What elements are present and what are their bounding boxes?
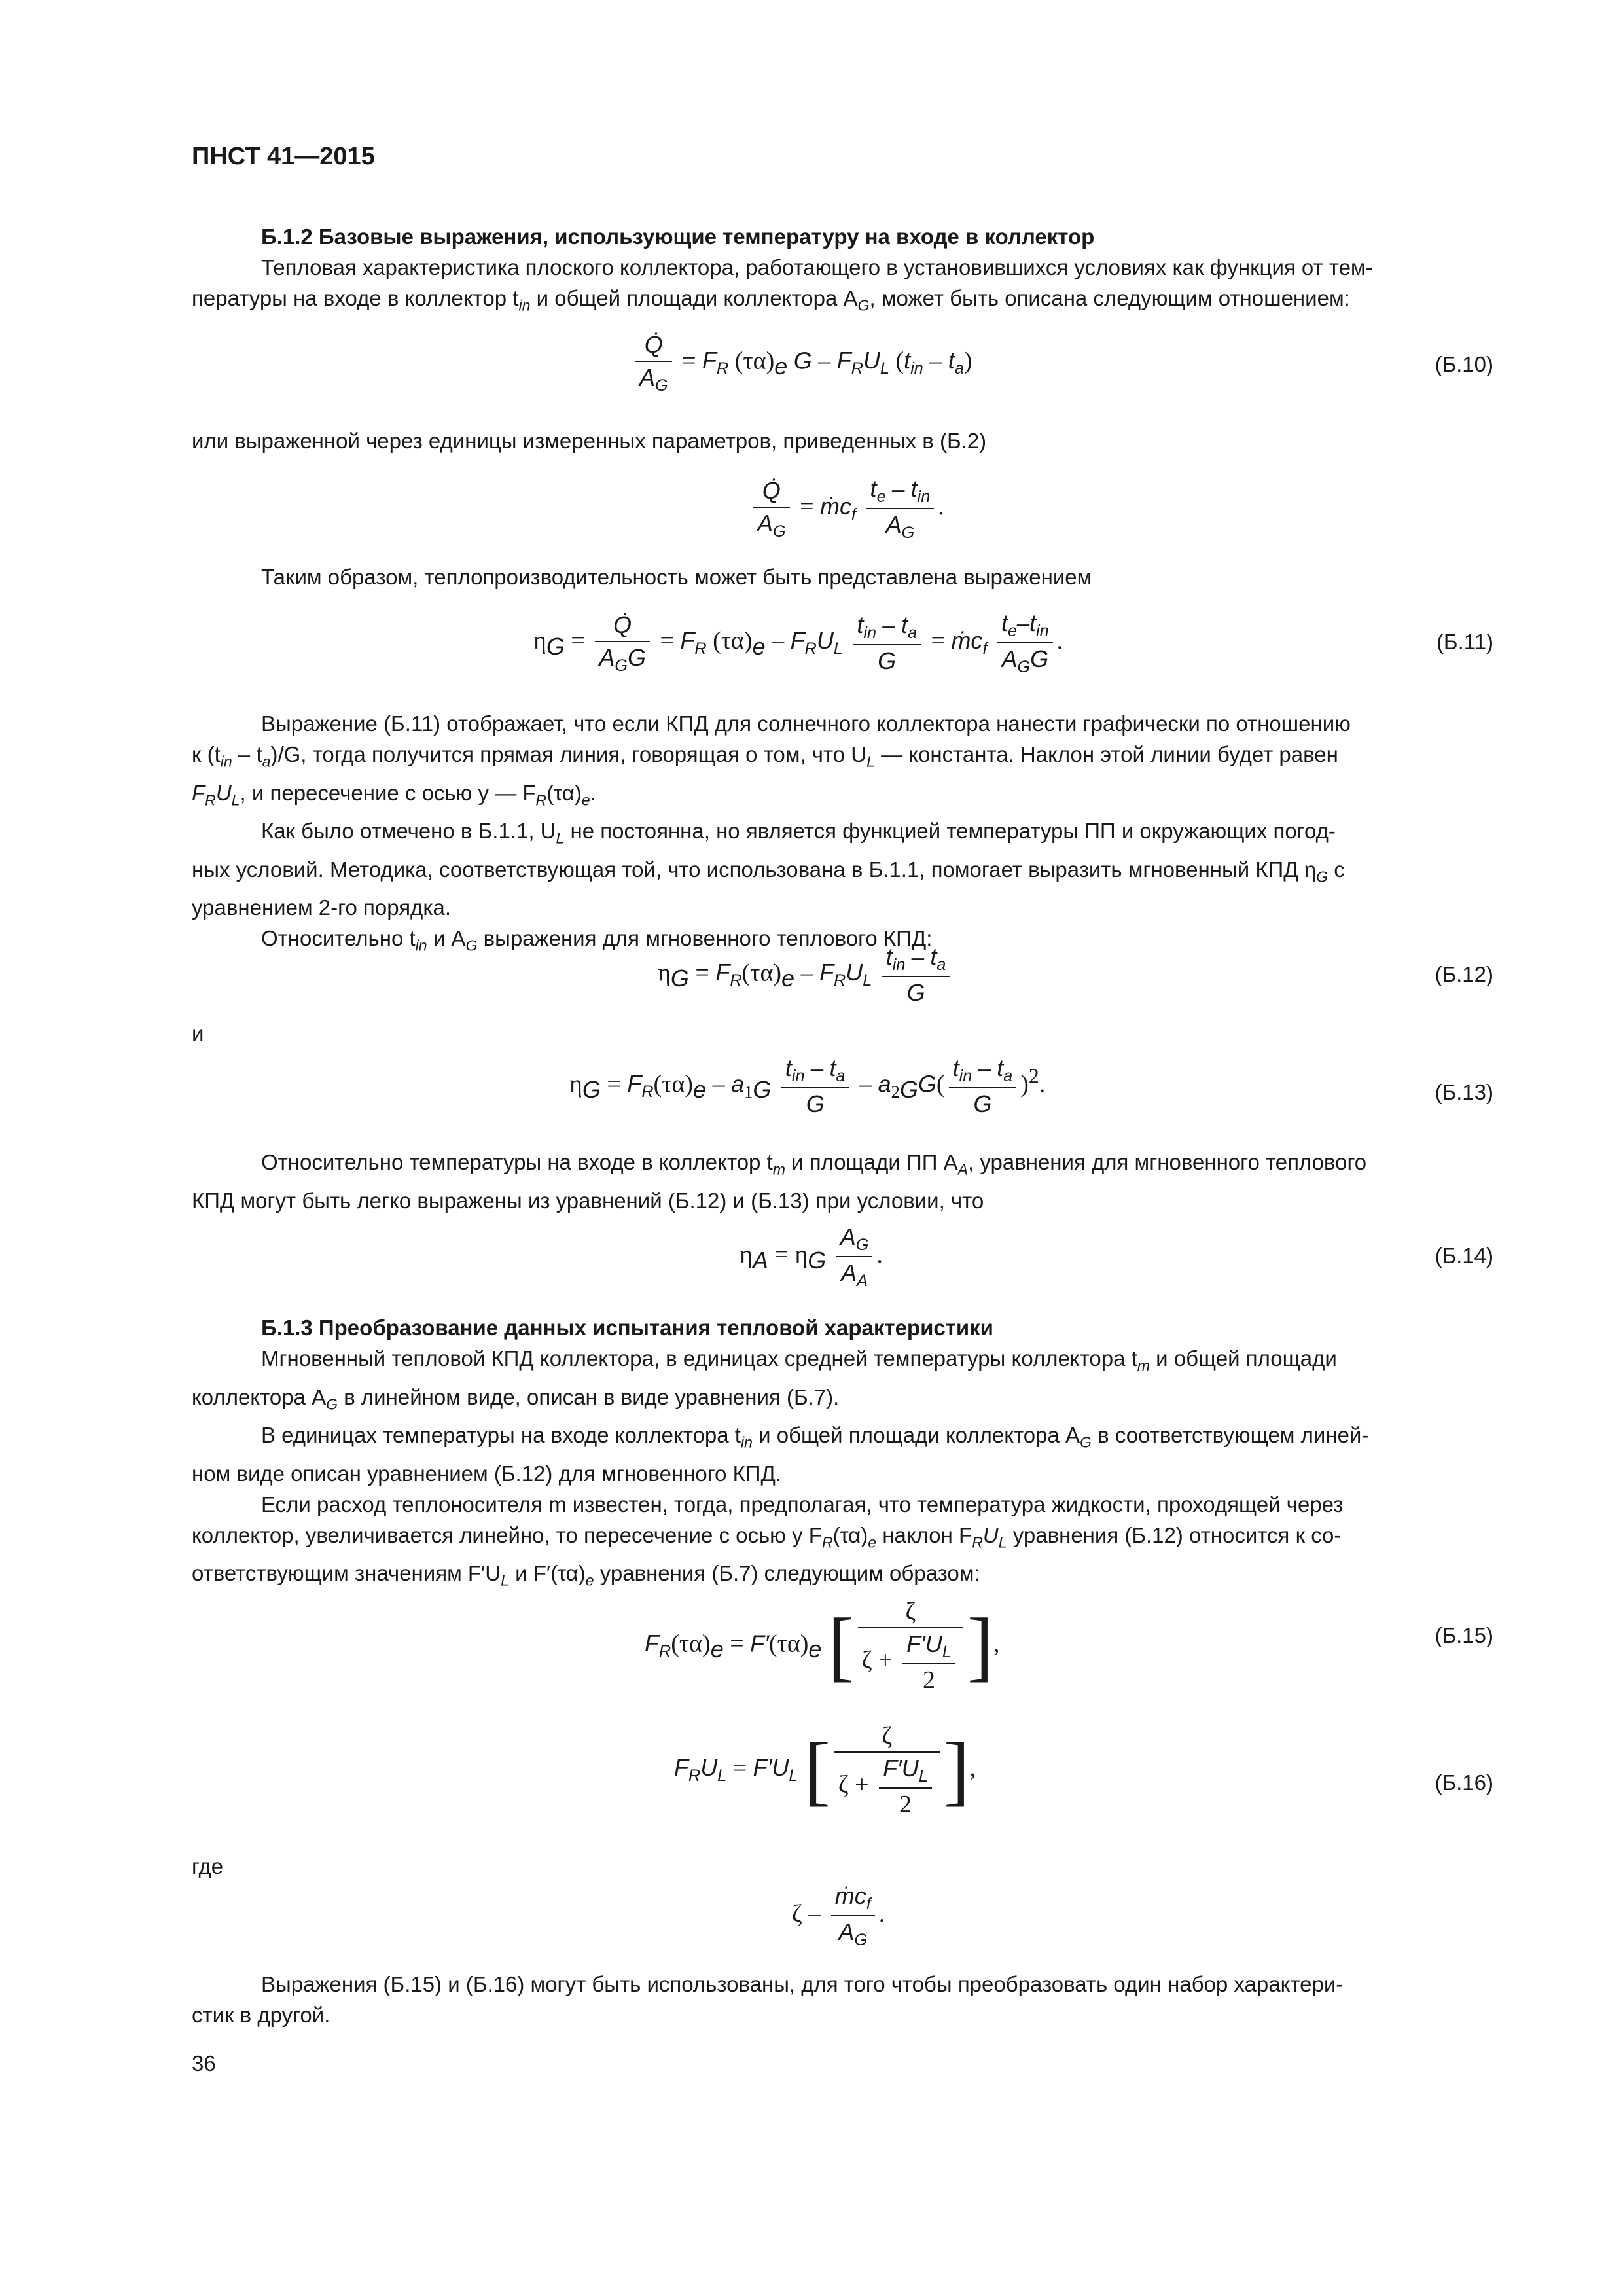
paragraph	[192, 1969, 1494, 2030]
paragraph	[192, 1382, 1494, 1420]
formula-b14: $\eta_A = \eta_G$ $\frac{A_G}{A_A}$ .	[740, 1223, 883, 1291]
text: Относительно температуры на входе в коллектор t	[261, 1150, 773, 1174]
equation-number: (Б.11)	[1436, 630, 1493, 654]
subscript: a	[262, 753, 271, 770]
text: Выражение (Б.11) отображает, что если КПД для солнечного коллектора нанести графически по отношению	[261, 711, 1351, 736]
equation-number: (Б.12)	[1435, 962, 1493, 986]
formula-b13: $\eta_G = F_R(\tau\alpha)_e - a_{1G}$ $\frac{t_{in} - t_a}{G}$ – $a_{2G}G$( $\frac{t_{in} - t_a}{G}$ )$^2$.	[569, 1054, 1046, 1118]
subscript: e	[585, 1571, 594, 1589]
paragraph	[192, 562, 1494, 592]
equation-number: (Б.14)	[1435, 1244, 1493, 1268]
subscript: e	[581, 791, 590, 809]
text: выражения для мгновенного теплового КПД:	[477, 926, 933, 951]
subscript: R	[972, 1534, 983, 1551]
subscript: in	[220, 753, 232, 770]
text: )/G, тогда получится прямая линия, говорящая о том, что U	[270, 742, 867, 766]
text: Как было отмечено в Б.1.1, U	[261, 819, 556, 844]
text: уравнения (Б.7) следующим образом:	[594, 1561, 980, 1586]
subscript: m	[772, 1160, 785, 1178]
text: коллектор, увеличивается линейно, то пересечение с осью y F	[192, 1522, 822, 1547]
paragraph	[192, 425, 1494, 456]
equation-number: (Б.15)	[1435, 1623, 1493, 1647]
text: , уравнения для мгновенного теплового	[968, 1150, 1367, 1174]
text: не постоянна, но является функцией температуры ПП и окружающих погод-	[564, 819, 1336, 844]
formula-b10: $\frac{Q̇}{A_G}$ = $F_R$ $(\tau\alpha)_e$ G – $F_RU_L$ $(t_{in} - t_a)$	[632, 331, 972, 395]
subscript: G	[857, 296, 870, 314]
equation-number: (Б.13)	[1435, 1080, 1493, 1104]
paragraph	[192, 252, 1494, 283]
text: наклон F	[876, 1522, 972, 1547]
text: ном виде описан уравнением (Б.12) для мгновенного КПД.	[192, 1461, 782, 1486]
formula-zeta: ζ – $\frac{ṁc_f}{A_G}$ .	[792, 1882, 885, 1950]
page-header: ПНСТ 41—2015	[192, 143, 375, 170]
section-title-b13: Б.1.3 Преобразование данных испытания тепловой характеристики	[261, 1316, 993, 1340]
text: где	[192, 1854, 224, 1878]
formula-b11: $\eta_G$ = $\frac{Q̇}{A_GG}$ = $F_R$ $(\tau\alpha)_e - F_RU_L$ $\frac{t_{in} - t_a}{G}$ = ṁc$_f$ $\frac{t_e-t_{in}}{A_GG}$ .	[533, 609, 1063, 677]
paragraph	[192, 1147, 1494, 1185]
text: уравнения (Б.12) относится к со-	[1007, 1522, 1342, 1547]
subscript: R	[535, 791, 547, 809]
text: в соответствующем линей-	[1092, 1423, 1369, 1448]
text: F	[192, 780, 205, 805]
section-title-b12: Б.1.2 Базовые выражения, использующие температуру на входе в коллектор	[261, 224, 1095, 249]
text: пературы на входе в коллектор t	[192, 286, 519, 310]
paragraph	[192, 1851, 1494, 1882]
paragraph	[192, 1147, 1494, 1216]
subscript: R	[205, 791, 216, 809]
text: и F′(τα)	[508, 1561, 586, 1586]
text: стик в другой.	[192, 2003, 330, 2027]
section-body	[192, 708, 1494, 961]
subscript: m	[1137, 1357, 1150, 1374]
text: и площади ПП A	[785, 1150, 958, 1174]
paragraph	[192, 816, 1494, 854]
paragraph	[192, 1420, 1494, 1458]
subscript: in	[518, 296, 531, 314]
subscript: e	[868, 1534, 877, 1551]
text: к (t	[192, 742, 221, 766]
subscript: R	[821, 1534, 833, 1551]
paragraph	[192, 1343, 1494, 1382]
formula-b16: $F_RU_L = F'U_L$ [ ζ ζ + $\frac{F'U_L}{2}$ ],	[674, 1722, 976, 1819]
text: Если расход теплоносителя m известен, тогда, предполагая, что температура жидкости, проходящей через	[261, 1492, 1344, 1516]
subscript: L	[231, 791, 240, 809]
text: с	[1328, 857, 1345, 882]
text: в линейном виде, описан в виде уравнения (Б.7).	[338, 1384, 840, 1409]
page-number: 36	[192, 2051, 216, 2075]
text: и общей площади коллектора A	[530, 286, 858, 310]
text: и	[192, 1021, 204, 1045]
formula-b12: $\eta_G = F_R(\tau\alpha)_e - F_RU_L$ $\frac{t_{in} - t_a}{G}$	[658, 942, 954, 1007]
text: U	[215, 780, 232, 805]
subscript: L	[998, 1534, 1007, 1551]
subscript: L	[501, 1571, 509, 1589]
equation-number: (Б.10)	[1435, 352, 1493, 376]
subscript: L	[556, 829, 565, 847]
text: , и пересечение с осью y — F	[240, 780, 536, 805]
text: Мгновенный тепловой КПД коллектора, в единицах средней температуры коллектора t	[261, 1346, 1137, 1371]
text: , может быть описана следующим отношением:	[869, 286, 1350, 310]
formula-b2-units: $\frac{Q̇}{A_G}$ = ṁc$_f$ $\frac{t_e - t_{in}}{A_G}$ .	[749, 475, 944, 543]
subscript: G	[465, 937, 478, 954]
subscript: G	[1316, 868, 1329, 886]
text: U	[982, 1522, 999, 1547]
text: Выражения (Б.15) и (Б.16) могут быть использованы, для того чтобы преобразовать один набор характери-	[261, 1972, 1344, 1996]
text: (τα)	[546, 780, 582, 805]
paragraph	[192, 1520, 1494, 1558]
subscript: G	[326, 1395, 338, 1413]
paragraph	[192, 739, 1494, 778]
subscript: G	[1080, 1433, 1092, 1451]
formula-b15: $F_R(\tau\alpha)_e = F'(\tau\alpha)_e$ [ ζ ζ + $\frac{F'U_L}{2}$ ],	[645, 1598, 1000, 1695]
section-b12	[192, 221, 1494, 321]
text: В единицах температуры на входе коллектора t	[261, 1423, 741, 1448]
text: уравнением 2-го порядка.	[192, 895, 451, 920]
equation-number: (Б.16)	[1435, 1770, 1493, 1795]
subscript: A	[957, 1160, 969, 1178]
text: и общей площади	[1150, 1346, 1337, 1371]
section-b13	[192, 1312, 1494, 1596]
text: – t	[232, 742, 262, 766]
text: коллектора A	[192, 1384, 327, 1409]
text: — константа. Наклон этой линии будет равен	[874, 742, 1338, 766]
text: (τα)	[832, 1522, 868, 1547]
subscript: in	[415, 937, 427, 954]
text: КПД могут быть легко выражены из уравнений (Б.12) и (Б.13) при условии, что	[192, 1188, 984, 1213]
subscript: in	[740, 1433, 753, 1451]
paragraph: $F_RU_L$, и пересечение с осью y — $F_R(\tau\alpha)_e$.	[192, 780, 596, 809]
subscript: L	[866, 753, 875, 770]
paragraph	[192, 283, 1494, 321]
text: или выраженной через единицы измеренных параметров, приведенных в (Б.2)	[192, 429, 987, 453]
text: и общей площади коллектора A	[752, 1423, 1080, 1448]
paragraph	[192, 854, 1494, 893]
paragraph	[192, 1558, 1494, 1596]
text: и A	[427, 926, 466, 951]
text: ответствующим значениям F′U	[192, 1561, 501, 1586]
text: ных условий. Методика, соответствующая той, что использована в Б.1.1, помогает выразить мгновенный КПД η	[192, 857, 1317, 882]
text: Тепловая характеристика плоского коллектора, работающего в установившихся условиях как функция от тем-	[261, 255, 1373, 279]
text: Таким образом, теплопроизводительность может быть представлена выражением	[261, 565, 1092, 589]
paragraph	[192, 1018, 1494, 1049]
text: Относительно t	[261, 926, 416, 951]
